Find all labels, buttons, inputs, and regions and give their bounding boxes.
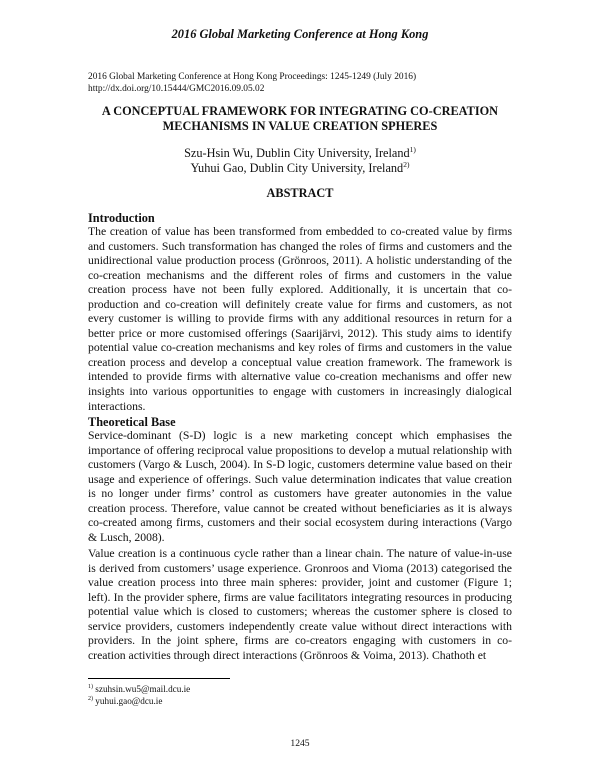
- theoretical-base-paragraph-1: Service-dominant (S-D) logic is a new marketing concept which emphasises the importance of offering reciprocal value propositions to develop a mutual relationship with customers (Vargo & Lusch, 2004). In S-D logic, customers determine value based on their usage and experience of offerings. Such value determination indicates that value creation is no longer under firms’ control as customers have greater autonomies in the value creation process. Therefore, value cannot be created without beneficiaries as it is always co-created among firms, customers and their social ecosystem during interactions (Vargo & Lusch, 2008).: [88, 429, 512, 544]
- doi-line: http://dx.doi.org/10.15444/GMC2016.09.05.02: [88, 84, 265, 94]
- footnote-divider: [88, 678, 230, 679]
- paper-title-line-2: MECHANISMS IN VALUE CREATION SPHERES: [162, 119, 438, 133]
- footnote-2: [88, 696, 162, 706]
- theoretical-base-paragraph-2: Value creation is a continuous cycle rather than a linear chain. The nature of value-in-use is derived from customers’ usage experience. Gronroos and Vioma (2013) categorised the value creation process into three main spheres: provider, joint and customer (Figure 1; left). In the provider sphere, firms are value facilitators integrating resources in producing potential value which is closed to customers; whereas the customer sphere is closed to service providers, customers independently create value without direct interactions with providers. In the joint sphere, firms are co-creators engaging with customers in co-creation activities through direct interactions (Grönroos & Voima, 2013). Chathoth et: [88, 547, 512, 662]
- author-2-name: Yuhui Gao, Dublin City University, Ireland: [190, 161, 404, 175]
- footnote-2-mark: 2): [88, 696, 93, 702]
- author-1: [0, 145, 600, 161]
- proceedings-citation: 2016 Global Marketing Conference at Hong Kong Proceedings: 1245-1249 (July 2016): [88, 72, 417, 82]
- footnote-1: [88, 684, 190, 694]
- author-1-footnote-mark: 1): [409, 145, 416, 154]
- footnote-1-mark: 1): [88, 684, 93, 690]
- introduction-paragraph: The creation of value has been transformed from embedded to co-created value by firms and customers. Such transformation has changed the roles of firms and customers and the unidirectional value production process (Grönroos, 2011). A holistic understanding of the co-creation mechanisms and the different roles of firms and customers in the value creation process have not been fully explored. Additionally, it is uncertain that co-production and co-creation will definitely create value for firms and customers, as not every customer is willing to provide firms with any additional resources in return for a better price or more customised offerings (Saarijärvi, 2012). This study aims to identify potential value co-creation mechanisms and key roles of firms and customers in the value creation process and develop a conceptual value creation framework. The framework is intended to provide firms with alternative value co-creation mechanisms and offer new insights into various opportunities to engage with customers in increasingly dialogical interactions.: [88, 225, 512, 413]
- conference-header: 2016 Global Marketing Conference at Hong Kong: [171, 27, 429, 41]
- author-2-footnote-mark: 2): [403, 160, 410, 169]
- footnote-1-email: szuhsin.wu5@mail.dcu.ie: [93, 684, 191, 694]
- paper-title-line-1: A CONCEPTUAL FRAMEWORK FOR INTEGRATING CO-CREATION: [101, 104, 499, 118]
- author-2: [0, 160, 600, 176]
- author-1-name: Szu-Hsin Wu, Dublin City University, Ireland: [184, 146, 410, 160]
- section-heading-introduction: Introduction: [88, 211, 155, 225]
- abstract-heading: ABSTRACT: [266, 186, 334, 200]
- page-number: 1245: [290, 738, 310, 749]
- section-heading-theoretical-base: Theoretical Base: [88, 415, 176, 429]
- footnote-2-email: yuhui.gao@dcu.ie: [93, 696, 163, 706]
